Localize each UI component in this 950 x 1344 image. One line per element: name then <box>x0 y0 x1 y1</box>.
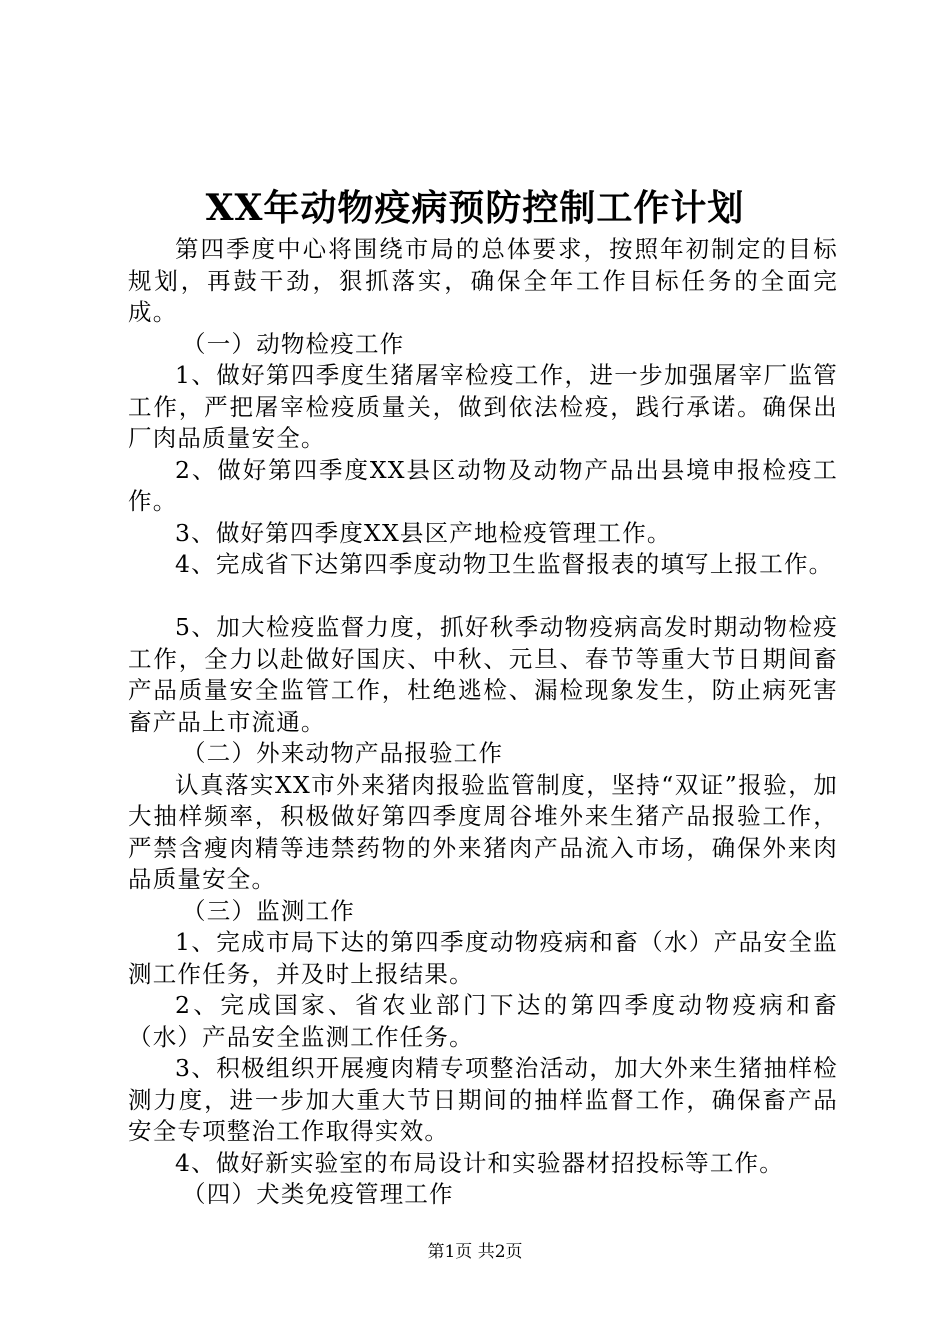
section-heading-2: （二）外来动物产品报验工作 <box>182 739 504 767</box>
paragraph-2-1: 认真落实XX市外来猪肉报验监管制度，坚持“双证”报验，加大抽样频率，积极做好第四季度周谷堆外来生猪产品报验工作，严禁含瘦肉精等违禁药物的外来猪肉产品流入市场，确保外来肉品质量安全。 <box>128 770 838 893</box>
document-title: XX年动物疫病预防控制工作计划 <box>205 187 745 229</box>
paragraph-1-1: 1、做好第四季度生猪屠宰检疫工作，进一步加强屠宰厂监管工作，严把屠宰检疫质量关，做到依法检疫，践行承诺。确保出厂肉品质量安全。 <box>128 361 838 452</box>
paragraph-1-2: 2、做好第四季度XX县区动物及动物产品出县境申报检疫工作。 <box>128 455 838 515</box>
paragraph-3-4: 4、做好新实验室的布局设计和实验器材招投标等工作。 <box>175 1148 784 1177</box>
section-heading-1: （一）动物检疫工作 <box>182 329 405 358</box>
intro-paragraph: 第四季度中心将围绕市局的总体要求，按照年初制定的目标规划，再鼓干劲，狠抓落实，确保全年工作目标任务的全面完成。 <box>128 235 838 326</box>
paragraph-1-5: 5、加大检疫监督力度，抓好秋季动物疫病高发时期动物检疫工作，全力以赴做好国庆、中秋、元旦、春节等重大节日期间畜产品质量安全监管工作，杜绝逃检、漏检现象发生，防止病死害畜产品上市流通。 <box>128 613 838 736</box>
page-footer: 第1页 共2页 <box>427 1242 523 1262</box>
paragraph-3-3: 3、积极组织开展瘦肉精专项整治活动，加大外来生猪抽样检测力度，进一步加大重大节日期间的抽样监督工作，确保畜产品安全专项整治工作取得实效。 <box>128 1054 838 1145</box>
section-heading-4: （四）犬类免疫管理工作 <box>182 1180 454 1208</box>
section-heading-3: （三）监测工作 <box>182 896 355 925</box>
paragraph-3-1: 1、完成市局下达的第四季度动物疫病和畜（水）产品安全监测工作任务，并及时上报结果。 <box>128 928 838 988</box>
paragraph-1-3: 3、做好第四季度XX县区产地检疫管理工作。 <box>175 518 672 547</box>
paragraph-3-2: 2、完成国家、省农业部门下达的第四季度动物疫病和畜（水）产品安全监测工作任务。 <box>128 991 838 1051</box>
paragraph-1-4: 4、完成省下达第四季度动物卫生监督报表的填写上报工作。 <box>175 550 834 578</box>
document-body <box>128 234 838 1211</box>
